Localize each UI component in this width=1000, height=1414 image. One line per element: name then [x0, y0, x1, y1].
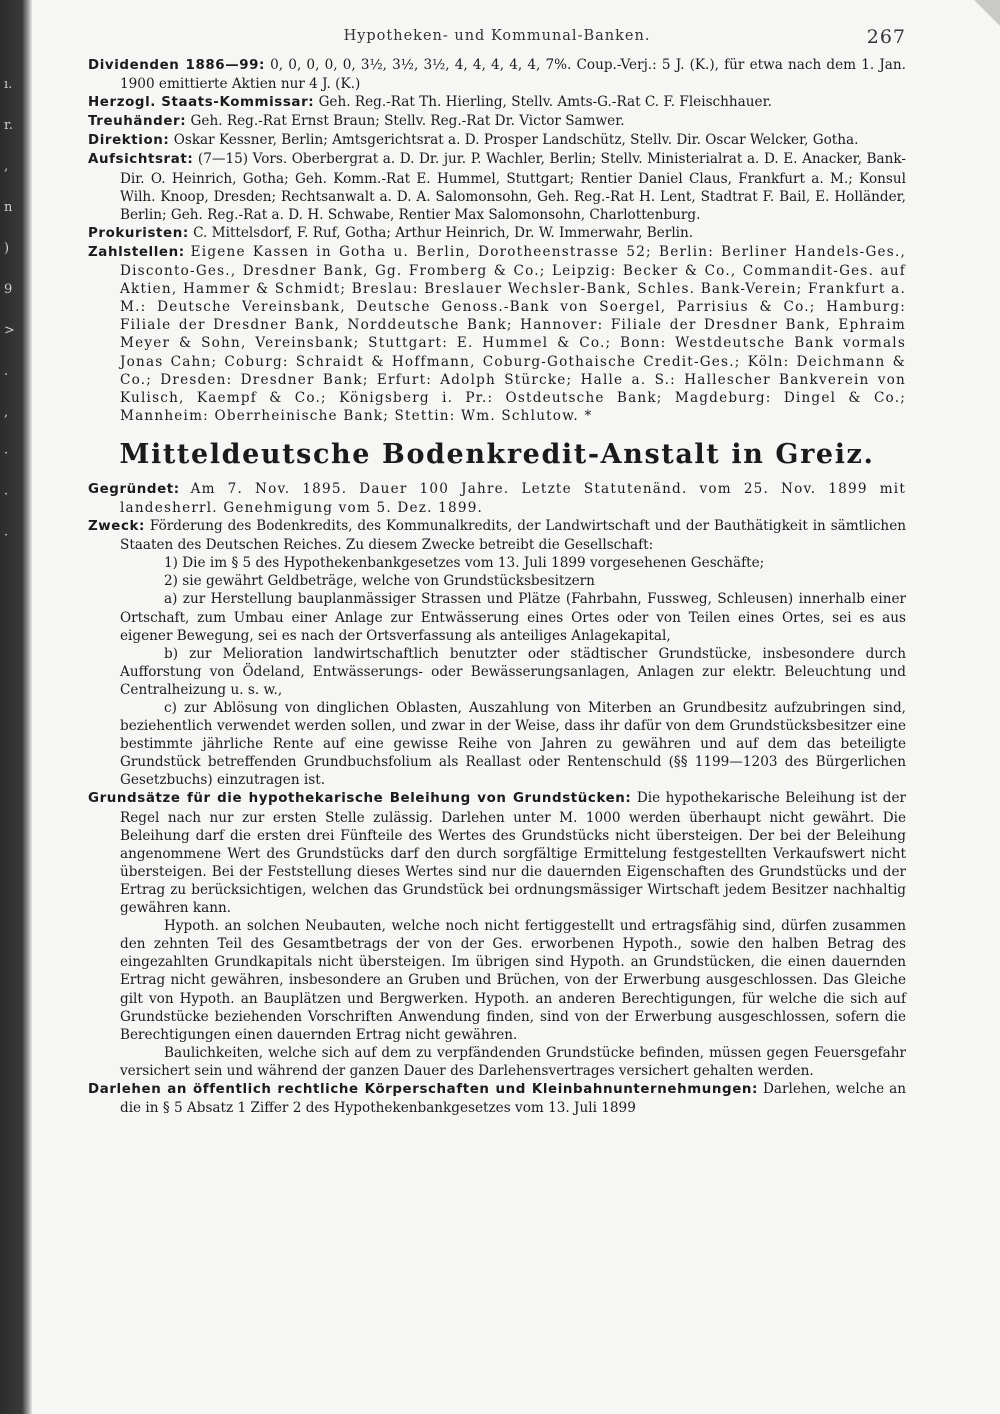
margin-mark: . — [4, 364, 9, 379]
entry-label: Dividenden 1886—99: — [88, 58, 265, 73]
zweck-item-1: 1) Die im § 5 des Hypothekenbankgesetzes vom 13. Juli 1899 vorgesehenen Geschäfte; — [164, 555, 765, 572]
entry-text: Die hypothekarische Beleihung ist der Regel nach nur zur ersten Stelle zulässig. Darlehen unter M. 1000 werden überhaupt nicht gewährt. Die Beleihung darf die ersten drei Fünfteile des Wertes des Grundstücks nicht übersteigen. Der bei der Beleihung angenommene Wert des Grundstücks darf den durch sorgfältige Ermittelung festgestellten Verkaufswert nicht übersteigen. Bei der Feststellung dieses Wertes sind nur die dauernden Eigenschaften des Grundstücks und der Ertrag zu berücksichtigen, welchen das Grundstück bei ordnungsmässiger Wirtschaft jedem Besitzer nachhaltig gewähren kann. — [120, 790, 906, 917]
entry-zahlstellen — [88, 243, 906, 425]
previous-entry — [88, 56, 906, 425]
margin-mark: · — [4, 487, 9, 502]
entry-gegruendet — [88, 480, 906, 517]
entry-dividenden — [88, 56, 906, 93]
margin-mark: , — [4, 159, 9, 174]
grundsaetze-paragraph-2: Hypoth. an solchen Neubauten, welche noch nicht fertiggestellt und ertragsfähig sind, dürfen zusammen den zehnten Teil des Gesamtbetrags der von der Ges. erworbenen Hypoth., sowie den halben Betrag des eingezahlten Grundkapitals nicht übersteigen. Im übrigen sind Hypoth. an Grundstücken, die einen dauernden Ertrag nicht gewähren, insbesondere an Gruben und Brüchen, von der Erwerbung ausgeschlossen. Das Gleiche gilt von Hypoth. an Bauplätzen und Bergwerken. Hypoth. an anderen Berechtigungen, für welche die sich auf Grundstücke beziehenden Vorschriften Anwendung finden, sind von der Erwerbung ausgeschlossen, sofern die Berechtigungen einen dauernden Ertrag nicht gewähren. — [120, 918, 906, 1043]
entry-label: Aufsichtsrat: — [88, 152, 194, 168]
entry-text: 0, 0, 0, 0, 0, 3½, 3½, 3½, 4, 4, 4, 4, 4, 7%. Coup.-Verj.: 5 J. (K.), für etwa nach dem 1. Jan. 1900 emittierte Aktien nur 4 J. (K.) — [120, 57, 906, 93]
entry-treuhaender — [88, 112, 906, 131]
section-body — [88, 480, 906, 1117]
running-title: Hypotheken- und Kommunal-Banken. — [343, 28, 651, 44]
entry-label: Grundsätze für die hypothekarische Beleihung von Grundstücken: — [88, 791, 632, 807]
entry-label: Zweck: — [88, 519, 145, 535]
entry-label: Gegründet: — [88, 481, 180, 497]
entry-zweck — [88, 517, 906, 554]
zweck-item-2c: c) zur Ablösung von dinglichen Oblasten, Auszahlung von Miterben an Grundbesitz aufzubringen sind, beziehentlich verwendet werden sollen, und zwar in der Weise, dass ihr dafür von dem Grundstücksbesitzer eine bestimmte jährliche Rente auf eine gewisse Reihe von Jahren zu gewähren und auf dem das beteiligte Grundstück betreffenden Grundbuchsfolium als Reallast oder Rentenschuld (§§ 1199—1203 des Bürgerlichen Gesetzbuchs) einzutragen ist. — [120, 700, 906, 789]
entry-direktion — [88, 131, 906, 150]
zweck-item-2b: b) zur Melioration landwirtschaftlich benutzter oder städtischer Grundstücke, insbesondere durch Aufforstung von Ödeland, Entwässerungs- oder Bewässerungsanlagen, Anlagen zur elektr. Beleuchtung und Centralheizung u. s. w., — [120, 645, 906, 698]
entry-staatskommissar — [88, 93, 906, 112]
entry-text: Geh. Reg.-Rat Ernst Braun; Stellv. Reg.-Rat Dr. Victor Samwer. — [190, 113, 625, 130]
entry-text: C. Mittelsdorf, F. Ruf, Gotha; Arthur Heinrich, Dr. W. Immerwahr, Berlin. — [193, 224, 694, 241]
entry-prokuristen — [88, 224, 906, 243]
margin-mark: , — [4, 405, 9, 420]
page-corner-fold — [974, 0, 1000, 26]
margin-mark: ) — [4, 241, 10, 256]
entry-label: Darlehen an öffentlich rechtliche Körperschaften und Kleinbahnunternehmungen: — [88, 1081, 758, 1097]
entry-darlehen — [88, 1080, 906, 1117]
entry-label: Herzogl. Staats-Kommissar: — [88, 95, 315, 111]
grundsaetze-paragraph-3: Baulichkeiten, welche sich auf dem zu verpfändenden Grundstücke befinden, müssen gegen Feuersgefahr versichert sein und während der ganzen Dauer des Darlehensvertrages versichert gehalten werden. — [120, 1044, 906, 1079]
section-title: Mitteldeutsche Bodenkredit-Anstalt in Greiz. — [119, 438, 875, 470]
entry-text: (7—15) Vors. Oberbergrat a. D. Dr. jur. P. Wachler, Berlin; Stellv. Ministerialrat a. D. E. Anacker, Bank-Dir. O. Heinrich, Gotha; Geh. Komm.-Rat E. Hummel, Stuttgart; Rentier Daniel Claus, Frankfurt a. M.; Konsul Wilh. Knoop, Dresden; Rechtsanwalt a. D. A. Salomonsohn, Geh. Reg.-Rat H. Lent, Stadtrat F. Bail, E. Holländer, Berlin; Geh. Reg.-Rat a. D. H. Schwabe, Rentier Max Salomonsohn, Charlottenburg. — [120, 151, 906, 223]
entry-text: Förderung des Bodenkredits, des Kommunalkredits, der Landwirtschaft und der Bauthätigkeit in sämtlichen Staaten des Deutschen Reiches. Zu diesem Zwecke betreibt die Gesellschaft: — [120, 518, 906, 554]
margin-mark: > — [4, 323, 15, 338]
running-head — [88, 26, 906, 56]
margin-mark: · — [4, 528, 9, 543]
zweck-item-2a: a) zur Herstellung bauplanmässiger Strassen und Plätze (Fahrbahn, Fussweg, Schleusen) innerhalb einer Ortschaft, zum Umbau einer Anlage zur Entwässerung eines Ortes oder von Teilen eines Ortes, sei es aus eigener Bewegung, sei es nach der Ortsverfassung als anteiliges Anlagekapital, — [120, 591, 906, 644]
margin-marks — [4, 64, 18, 556]
page-number: 267 — [866, 26, 906, 48]
entry-label: Prokuristen: — [88, 225, 189, 241]
margin-mark: r. — [4, 118, 13, 133]
entry-aufsichtsrat — [88, 150, 906, 223]
entry-label: Zahlstellen: — [88, 244, 185, 260]
margin-mark: n — [4, 200, 13, 215]
margin-mark: ı. — [4, 77, 13, 92]
entry-label: Treuhänder: — [88, 114, 187, 130]
entry-grundsaetze — [88, 789, 906, 917]
margin-mark: 9 — [4, 282, 13, 297]
zweck-item-2: 2) sie gewährt Geldbeträge, welche von Grundstücksbesitzern — [164, 573, 595, 590]
entry-label: Direktion: — [88, 133, 170, 149]
entry-text: Eigene Kassen in Gotha u. Berlin, Dorotheenstrasse 52; Berlin: Berliner Handels-Ges., Disconto-Ges., Dresdner Bank, Gg. Fromberg & Co.; Leipzig: Becker & Co., Commandit-Ges. auf Aktien, Hammer & Schmidt; Breslau: Breslauer Wechsler-Bank, Schles. Bank-Verein; Frankfurt a. M.: Deutsche Vereinsbank, Deutsche Genoss.-Bank von Soergel, Parrisius & Co.; Hamburg: Filiale der Dresdner Bank, Norddeutsche Bank; Hannover: Filiale der Dresdner Bank, Ephraim Meyer & Sohn, Vereinsbank; Stuttgart: E. Hummel & Co.; Bonn: Westdeutsche Bank vormals Jonas Cahn; Coburg: Schraidt & Hoffmann, Coburg-Gothaische Credit-Ges.; Köln: Deichmann & Co.; Dresden: Dresdner Bank; Erfurt: Adolph Stürcke; Halle a. S.: Hallescher Bankverein von Kulisch, Kaempf & Co.; Königsberg i. Pr.: Ostdeutsche Bank; Magdeburg: Dingel & Co.; Mannheim: Oberrheinische Bank; Stettin: Wm. Schlutow. * — [120, 243, 906, 424]
entry-text: Darlehen, welche an die in § 5 Absatz 1 Ziffer 2 des Hypothekenbankgesetzes vom 13. Juli 1899 — [120, 1080, 906, 1117]
entry-text: Am 7. Nov. 1895. Dauer 100 Jahre. Letzte Statutenänd. vom 25. Nov. 1899 mit landesherrl. Genehmigung vom 5. Dez. 1899. — [120, 480, 907, 516]
entry-text: Geh. Reg.-Rat Th. Hierling, Stellv. Amts-G.-Rat C. F. Fleischhauer. — [318, 94, 772, 111]
page-content — [88, 26, 906, 1117]
entry-text: Oskar Kessner, Berlin; Amtsgerichtsrat a. D. Prosper Landschütz, Stellv. Dir. Oscar Welcker, Gotha. — [173, 132, 859, 149]
margin-mark: · — [4, 446, 9, 461]
